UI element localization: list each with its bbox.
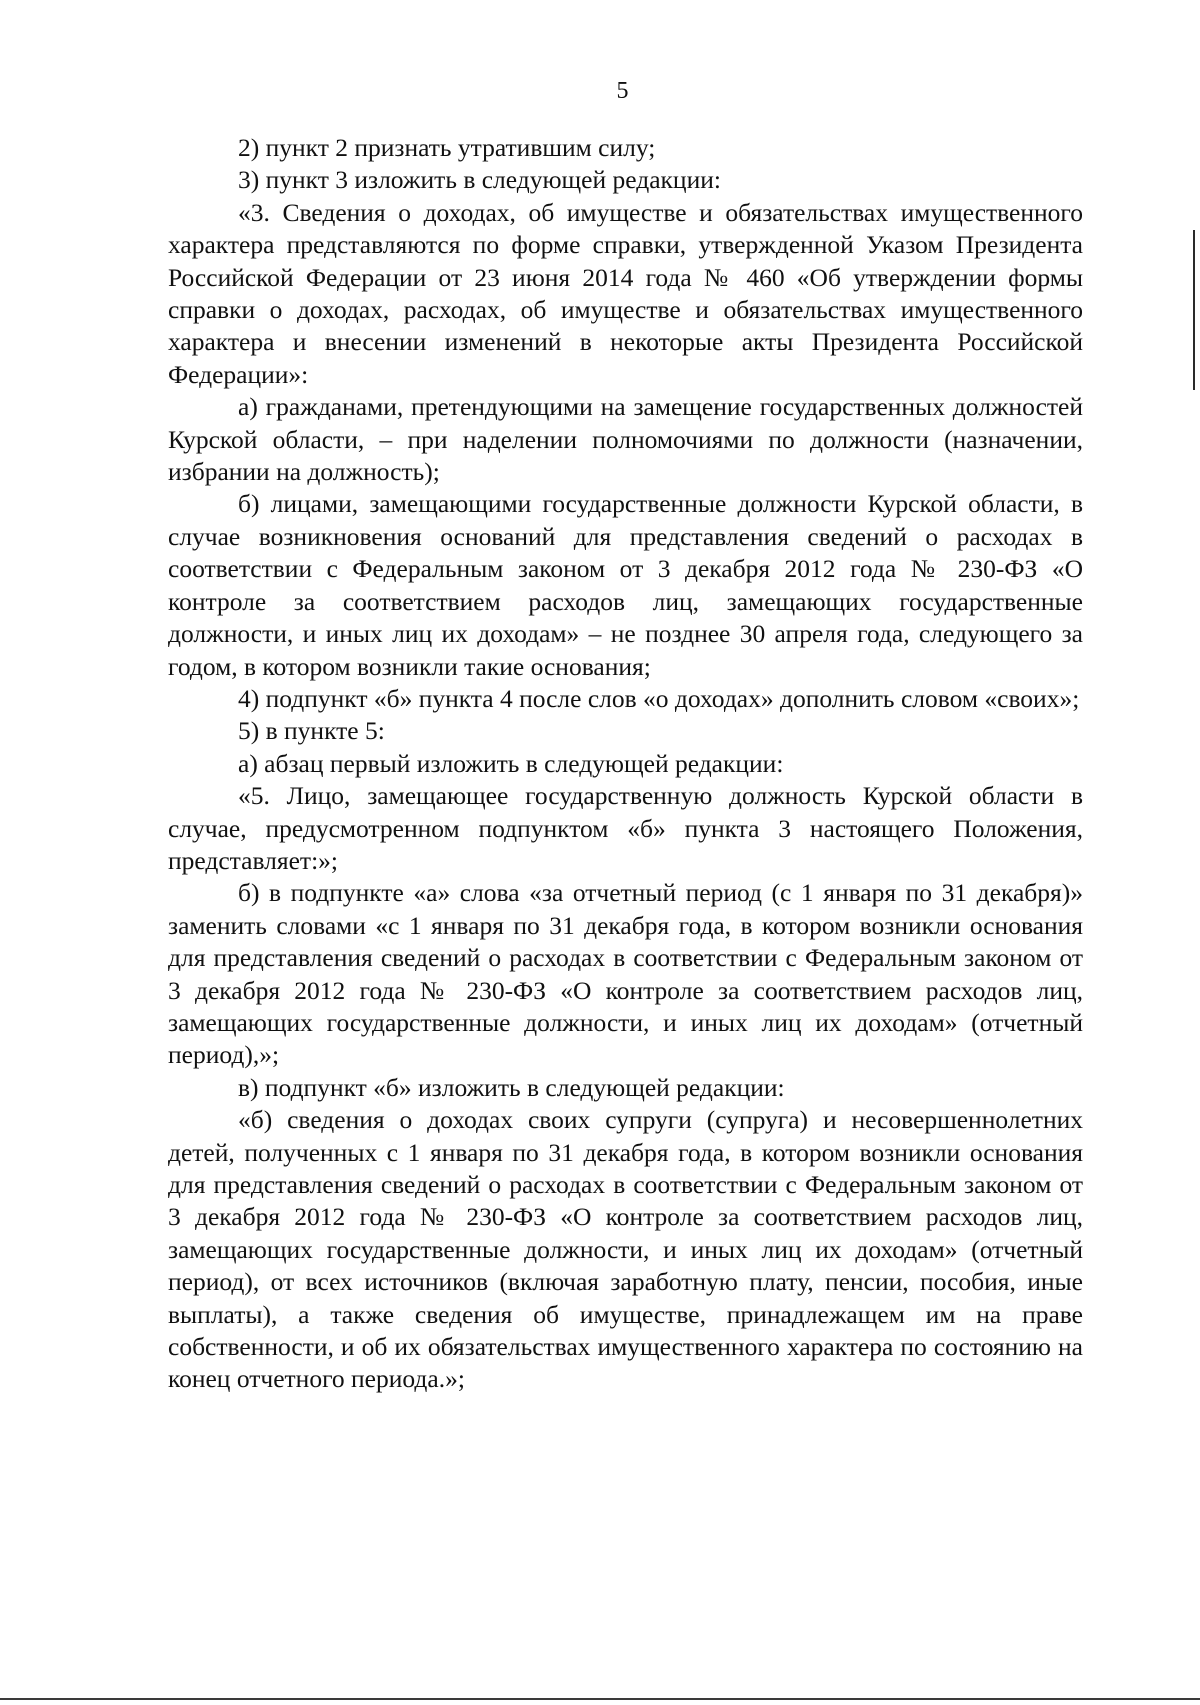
paragraph-12: «б) сведения о доходах своих супруги (супруга) и несовершеннолетних детей, полученных с 1 января по 31 декабря года, в котором возникли основания для представления сведений о расходах в соответствии с Федеральным законом от 3 декабря 2012 года № 230-ФЗ «О контроле за соответствием расходов лиц, замещающих государственные должности, и иных лиц их доходам» (отчетный период), от всех источников (включая заработную плату, пенсии, пособия, иные выплаты), а также сведения об имуществе, принадлежащем им на праве собственности, и об их обязательствах имущественного характера по состоянию на конец отчетного периода.»; (168, 1105, 1083, 1394)
paragraph-1: 2) пункт 2 признать утратившим силу; (238, 133, 656, 162)
paragraph-7: 5) в пункте 5: (238, 716, 385, 746)
paragraph-9: «5. Лицо, замещающее государственную должность Курской области в случае, предусмотренном подпунктом «б» пункта 3 настоящего Положения, представляет:»; (168, 781, 1083, 875)
paragraph-3: «3. Сведения о доходах, об имуществе и обязательствах имущественного характера представляются по форме справки, утвержденной Указом Президента Российской Федерации от 23 июня 2014 года № 460 «Об утверждении формы справки о доходах, расходах, об имуществе и обязательствах имущественного характера и внесении изменений в некоторые акты Президента Российской Федерации»: (168, 197, 1083, 389)
scan-edge-bottom (0, 1698, 1200, 1700)
paragraph-6: 4) подпункт «б» пункта 4 после слов «о доходах» дополнить словом «своих»; (238, 683, 1080, 713)
paragraph-11: в) подпункт «б» изложить в следующей редакции: (238, 1072, 785, 1102)
page-number: 5 (616, 78, 629, 104)
paragraph-4: а) гражданами, претендующими на замещение государственных должностей Курской области, – при наделении полномочиями по должности (назначении, избрании на должность); (168, 392, 1083, 487)
paragraph-5: б) лицами, замещающими государственные должности Курской области, в случае возникновения оснований для представления сведений о расходах в соответствии с Федеральным законом от 3 декабря 2012 года № 230-ФЗ «О контроле за соответствием расходов лиц, замещающих государственные должности, и иных лиц их доходам» – не позднее 30 апреля года, следующего за годом, в котором возникли такие основания; (168, 489, 1083, 681)
document-body (168, 132, 1083, 1396)
paragraph-10: б) в подпункте «а» слова «за отчетный период (с 1 января по 31 декабря)» заменить словами «с 1 января по 31 декабря года, в котором возникли основания для представления сведений о расходах в соответствии с Федеральным законом от 3 декабря 2012 года № 230-ФЗ «О контроле за соответствием расходов лиц, замещающих государственные должности, и иных лиц их доходам» (отчетный период),»; (168, 878, 1083, 1070)
paragraph-8: а) абзац первый изложить в следующей редакции: (238, 748, 784, 778)
scan-edge-right (1193, 230, 1195, 390)
paragraph-2: 3) пункт 3 изложить в следующей редакции: (238, 165, 721, 195)
